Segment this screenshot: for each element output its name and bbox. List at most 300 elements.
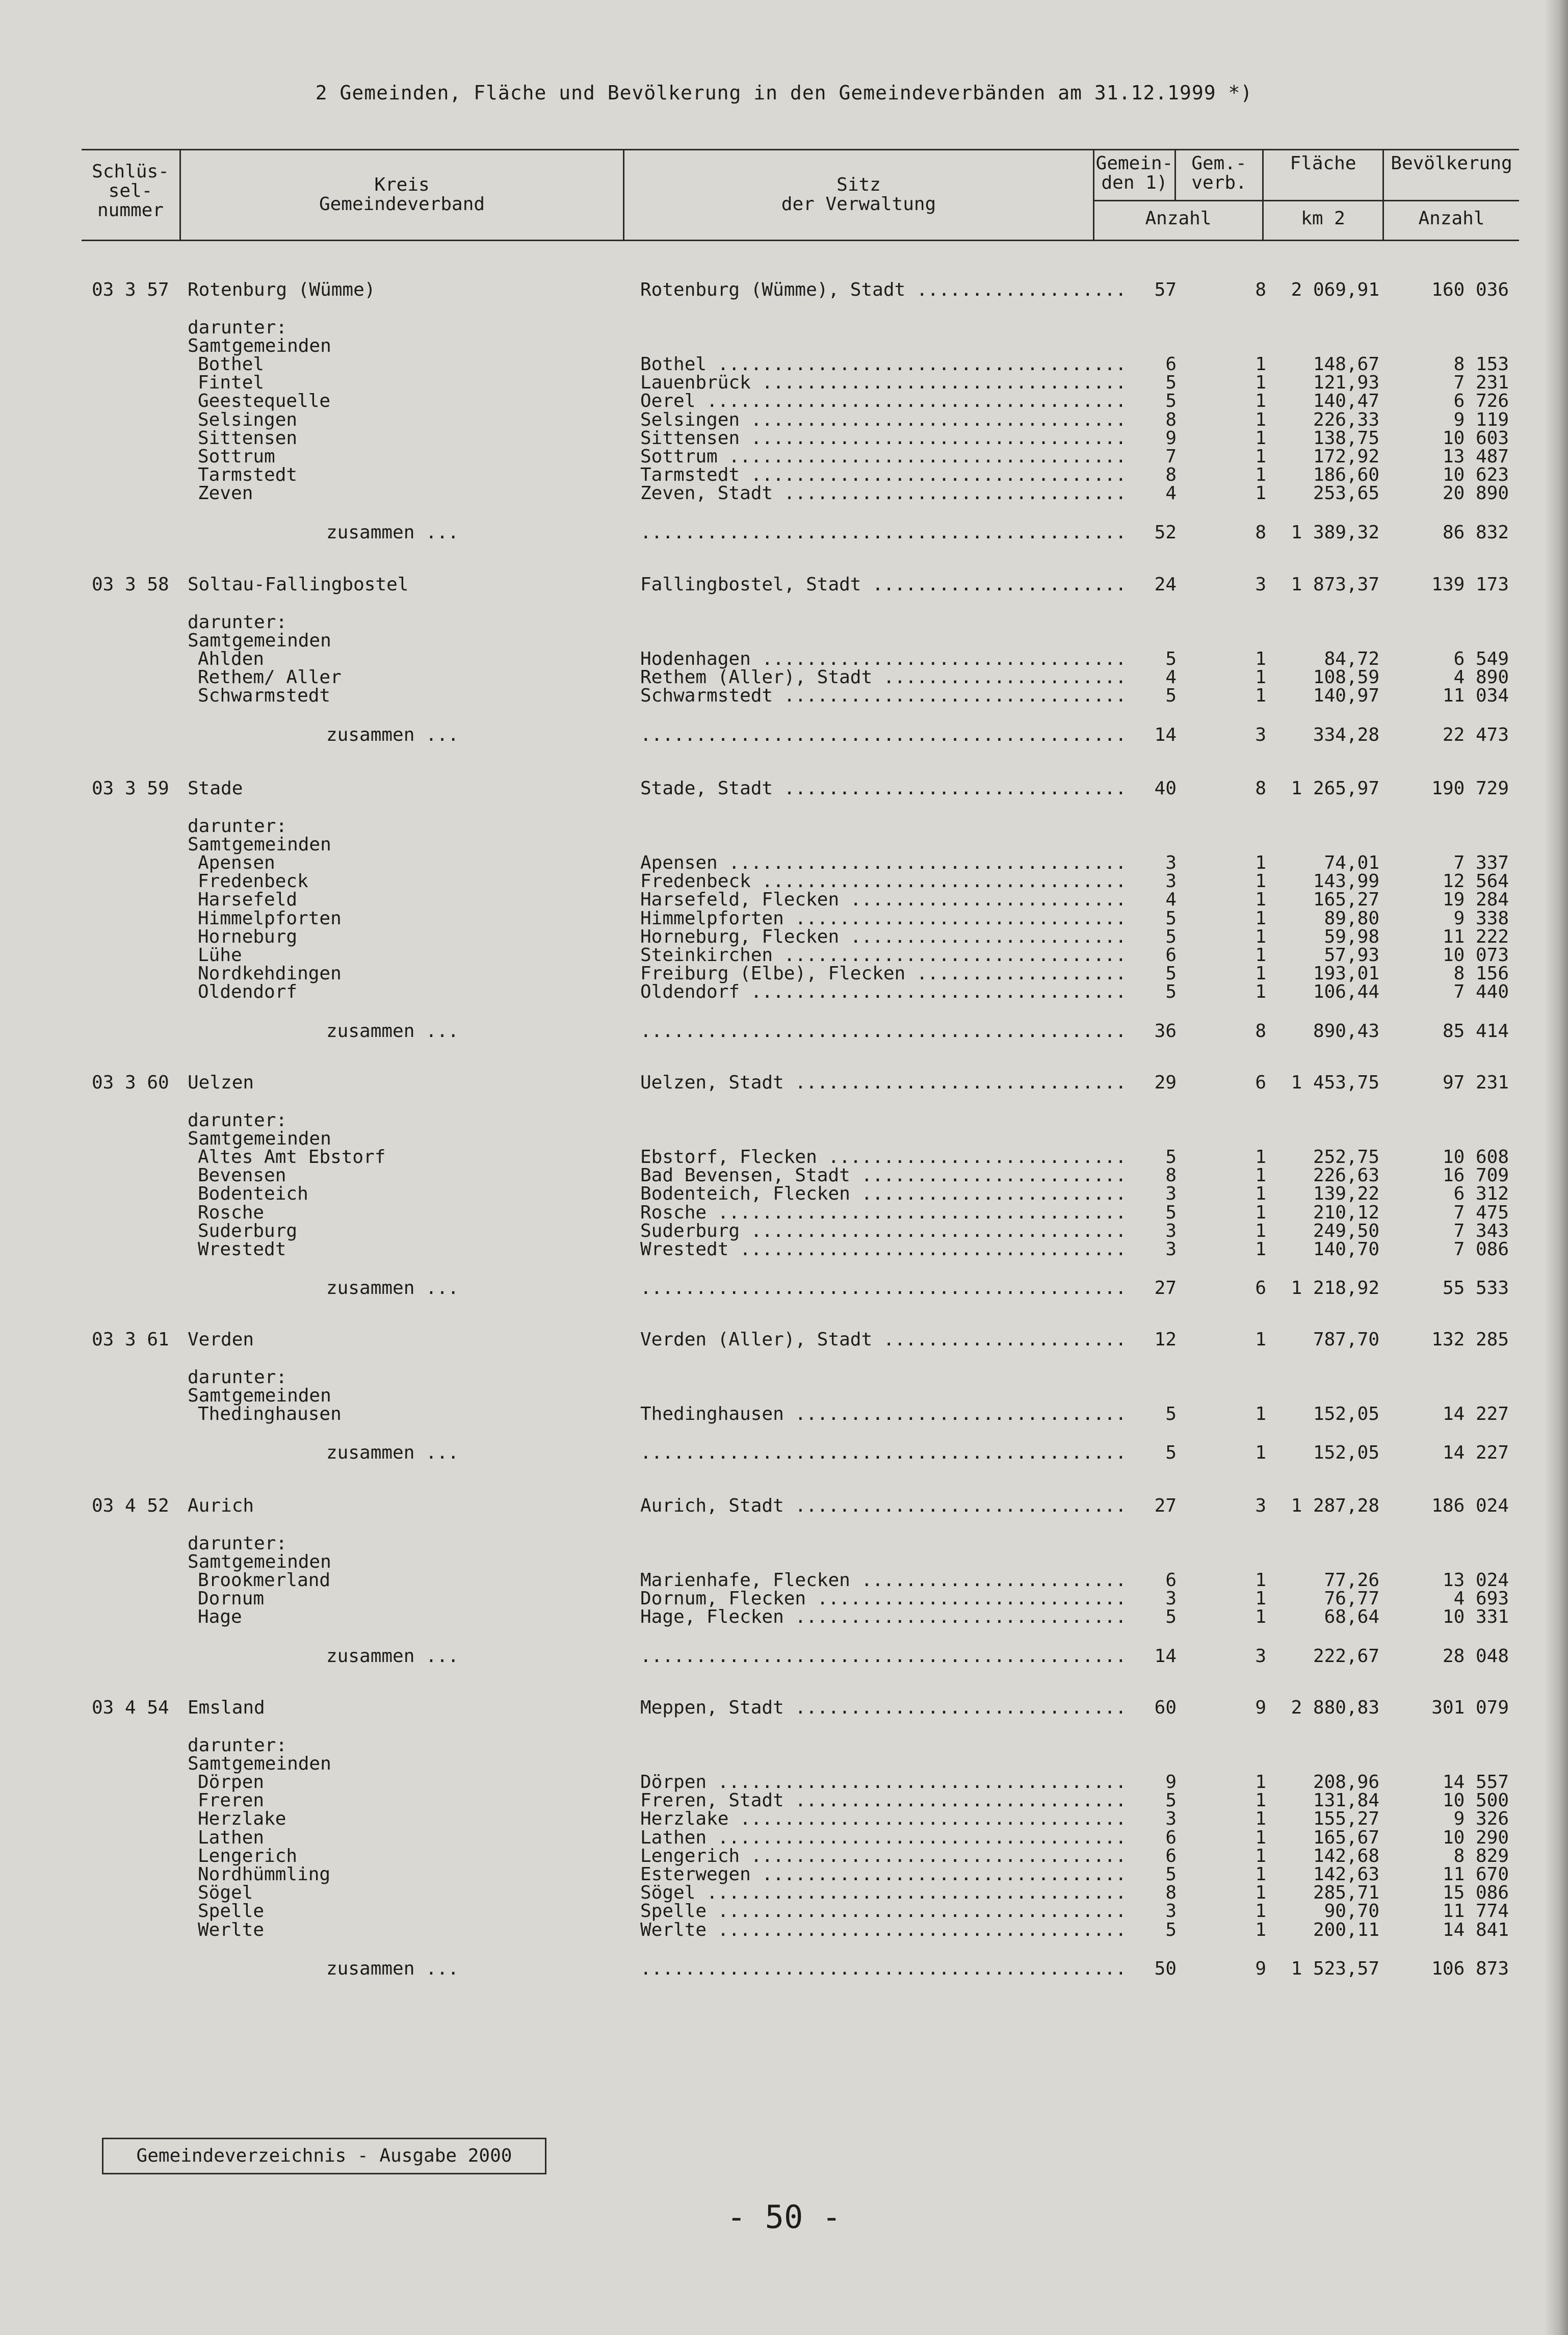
leader-dots: .............................. [783, 1404, 1127, 1424]
footer-label: Gemeindeverzeichnis - Ausgabe 2000 [102, 2138, 546, 2174]
leader-dots: ............................................ [640, 1278, 1127, 1299]
leader-dots: ........................ [850, 1570, 1127, 1591]
sitz-verwaltung [640, 667, 1127, 688]
flaeche-value: 2 880,83 [1291, 1697, 1379, 1718]
leader-dots: ............................ [806, 1588, 1127, 1610]
sitz-verwaltung [640, 1404, 1127, 1424]
sitz-verwaltung [640, 427, 1127, 449]
gemverb-count: 8 [1255, 279, 1266, 300]
flaeche-value: 2 069,91 [1291, 279, 1379, 300]
gemeinden-count: 57 [1154, 279, 1177, 300]
flaeche-value: 90,70 [1324, 1901, 1379, 1922]
sitz-verwaltung [640, 1588, 1127, 1610]
flaeche-value: 139,22 [1313, 1183, 1379, 1205]
gemeinden-count: 29 [1154, 1072, 1177, 1093]
sitz-verwaltung [640, 1220, 1127, 1241]
schluesselnummer: 03 4 54 [92, 1697, 169, 1718]
schluesselnummer: 03 3 58 [92, 574, 169, 595]
samtgemeinde-name: Rosche [198, 1202, 265, 1223]
gemverb-count: 1 [1255, 427, 1266, 449]
leader-dots: ......................... [839, 889, 1127, 911]
header-gemverb: Gem.- verb. [1191, 153, 1247, 193]
bevoelkerung-value: 22 473 [1442, 724, 1509, 745]
sitz-verwaltung [640, 409, 1127, 430]
flaeche-value: 59,98 [1324, 926, 1379, 947]
samtgemeinde-name: Nordhümmling [198, 1864, 331, 1885]
sitz-verwaltung [640, 1772, 1127, 1793]
kreis-name: Emsland [188, 1697, 265, 1718]
leader-dots: ............................... [773, 778, 1127, 799]
gemeinden-count: 3 [1165, 1239, 1177, 1260]
gemeinden-count: 8 [1165, 409, 1177, 430]
bevoelkerung-value: 8 829 [1453, 1845, 1509, 1866]
gemverb-count: 8 [1255, 778, 1266, 799]
flaeche-value: 121,93 [1313, 372, 1379, 394]
total-label: zusammen ... [326, 1645, 459, 1667]
gemverb-count: 1 [1255, 926, 1266, 947]
kreis-name: Rotenburg (Wümme) [188, 279, 376, 300]
gemverb-count: 1 [1255, 907, 1266, 929]
sitz-verwaltung [640, 907, 1127, 929]
sitz-verwaltung [640, 279, 1127, 300]
sitz-name: Bad Bevensen, Stadt [640, 1165, 850, 1186]
bevoelkerung-value: 14 227 [1442, 1404, 1509, 1424]
gemeinden-count: 52 [1154, 522, 1177, 543]
sitz-name: Bodenteich, Flecken [640, 1183, 850, 1205]
gemverb-count: 1 [1255, 1588, 1266, 1610]
bevoelkerung-value: 10 608 [1442, 1147, 1509, 1168]
flaeche-value: 143,99 [1313, 871, 1379, 892]
total-label: zusammen ... [326, 1958, 459, 1979]
gemeinden-count: 6 [1165, 1845, 1177, 1866]
bevoelkerung-value: 13 487 [1442, 446, 1509, 467]
gemeinden-count: 7 [1165, 446, 1177, 467]
flaeche-value: 84,72 [1324, 648, 1379, 669]
gemverb-count: 1 [1255, 1239, 1266, 1260]
leader-dots: ...................................... [695, 1882, 1127, 1904]
leader-dots: .................................. [740, 464, 1127, 486]
flaeche-value: 334,28 [1313, 724, 1379, 745]
gemeinden-count: 27 [1154, 1495, 1177, 1516]
gemeinden-count: 24 [1154, 574, 1177, 595]
sitz-verwaltung [640, 1845, 1127, 1866]
samtgemeinde-name: Lathen [198, 1827, 265, 1848]
gemeinden-count: 4 [1165, 667, 1177, 688]
sitz-name: Oldendorf [640, 981, 740, 1003]
samtgemeinden-text: Samtgemeinden [188, 1385, 331, 1406]
gemverb-count: 1 [1255, 372, 1266, 394]
gemverb-count: 1 [1255, 1442, 1266, 1464]
samtgemeinde-name: Werlte [198, 1919, 265, 1940]
header-gemeinden: Gemein- den 1) [1095, 153, 1173, 193]
samtgemeinden-text: Samtgemeinden [188, 1753, 331, 1774]
sitz-name: Tarmstedt [640, 464, 740, 486]
bevoelkerung-value: 11 034 [1442, 685, 1509, 707]
leader-dots: .............................. [783, 1495, 1127, 1516]
kreis-name: Stade [188, 778, 243, 799]
leader-dots: ................................. [750, 871, 1127, 892]
samtgemeinde-name: Himmelpforten [198, 907, 342, 929]
leader-dots: ............................................ [640, 1958, 1127, 1979]
bevoelkerung-value: 8 156 [1453, 963, 1509, 984]
samtgemeinde-name: Dornum [198, 1588, 265, 1610]
leader-dots: ...................... [872, 1329, 1127, 1350]
gemeinden-count: 5 [1165, 1442, 1177, 1464]
samtgemeinden-text: Samtgemeinden [188, 834, 331, 855]
sitz-verwaltung [640, 446, 1127, 467]
sitz-name: Himmelpforten [640, 907, 784, 929]
sitz-verwaltung [640, 1072, 1127, 1093]
sitz-verwaltung [640, 889, 1127, 911]
header-km2: km 2 [1301, 208, 1345, 229]
sitz-name: Lathen [640, 1827, 707, 1848]
gemverb-count: 6 [1255, 1072, 1266, 1093]
header-bevoelkerung: Bevölkerung [1391, 153, 1512, 174]
gemeinden-count: 50 [1154, 1958, 1177, 1979]
gemeinden-count: 5 [1165, 981, 1177, 1003]
gemverb-count: 1 [1255, 1864, 1266, 1885]
gemeinden-count: 5 [1165, 926, 1177, 947]
gemverb-count: 1 [1255, 1808, 1266, 1830]
bevoelkerung-value: 6 312 [1453, 1183, 1509, 1205]
samtgemeinde-name: Dörpen [198, 1772, 265, 1793]
gemverb-count: 1 [1255, 1882, 1266, 1904]
gemeinden-count: 36 [1154, 1020, 1177, 1042]
leader-dots: ................................. [750, 648, 1127, 669]
gemverb-count: 1 [1255, 1202, 1266, 1223]
leader-dots: .............................. [783, 1697, 1127, 1718]
sitz-verwaltung [640, 1570, 1127, 1591]
flaeche-value: 68,64 [1324, 1606, 1379, 1628]
kreis-name: Soltau-Fallingbostel [188, 574, 409, 595]
bevoelkerung-value: 15 086 [1442, 1882, 1509, 1904]
header-anzahl: Anzahl [1418, 208, 1485, 229]
bevoelkerung-value: 9 326 [1453, 1808, 1509, 1830]
schluesselnummer: 03 3 60 [92, 1072, 169, 1093]
sitz-name: Lengerich [640, 1845, 740, 1866]
sitz-verwaltung [640, 1147, 1127, 1168]
leader-dots: .............................. [783, 1072, 1127, 1093]
flaeche-value: 165,67 [1313, 1827, 1379, 1848]
flaeche-value: 186,60 [1313, 464, 1379, 486]
gemverb-count: 1 [1255, 1790, 1266, 1811]
gemverb-count: 3 [1255, 1495, 1266, 1516]
sitz-name: Steinkirchen [640, 945, 773, 966]
sitz-name: Harsefeld, Flecken [640, 889, 840, 911]
gemeinden-count: 40 [1154, 778, 1177, 799]
leader-dots: .................................. [740, 981, 1127, 1003]
gemeinden-count: 6 [1165, 1570, 1177, 1591]
flaeche-value: 210,12 [1313, 1202, 1379, 1223]
sitz-name: Fredenbeck [640, 871, 751, 892]
samtgemeinde-name: Herzlake [198, 1808, 286, 1830]
bevoelkerung-value: 9 338 [1453, 907, 1509, 929]
page-title: 2 Gemeinden, Fläche und Bevölkerung in den Gemeindeverbänden am 31.12.1999 *) [315, 82, 1253, 104]
gemeinden-count: 6 [1165, 1827, 1177, 1848]
flaeche-value: 222,67 [1313, 1645, 1379, 1667]
samtgemeinde-name: Lühe [198, 945, 242, 966]
sitz-name: Selsingen [640, 409, 740, 430]
gemverb-count: 3 [1255, 574, 1266, 595]
sitz-verwaltung [640, 1827, 1127, 1848]
leader-dots: ................................... [728, 1239, 1127, 1260]
samtgemeinde-name: Sittensen [198, 427, 298, 449]
bevoelkerung-value: 10 623 [1442, 464, 1509, 486]
gemeinden-count: 5 [1165, 1147, 1177, 1168]
gemeinden-count: 8 [1165, 464, 1177, 486]
leader-dots: ......................... [839, 926, 1127, 947]
sitz-verwaltung [640, 1901, 1127, 1922]
flaeche-value: 140,97 [1313, 685, 1379, 707]
flaeche-value: 108,59 [1313, 667, 1379, 688]
darunter-text: darunter: [188, 1735, 288, 1756]
sitz-verwaltung [640, 1882, 1127, 1904]
samtgemeinde-name: Schwarmstedt [198, 685, 331, 707]
gemeinden-count: 5 [1165, 391, 1177, 412]
flaeche-value: 1 873,37 [1291, 574, 1379, 595]
flaeche-value: 89,80 [1324, 907, 1379, 929]
leader-dots: .................................. [740, 409, 1127, 430]
sitz-name: Lauenbrück [640, 372, 751, 394]
leader-dots: ............................... [773, 945, 1127, 966]
sitz-name: Fallingbostel, Stadt [640, 574, 861, 595]
header-flaeche: Fläche [1290, 153, 1356, 174]
flaeche-value: 285,71 [1313, 1882, 1379, 1904]
sitz-name: Hage, Flecken [640, 1606, 784, 1628]
gemverb-count: 1 [1255, 1220, 1266, 1241]
gemverb-count: 6 [1255, 1278, 1266, 1299]
gemverb-count: 1 [1255, 981, 1266, 1003]
gemverb-count: 8 [1255, 522, 1266, 543]
gemverb-count: 1 [1255, 483, 1266, 504]
bevoelkerung-value: 86 832 [1442, 522, 1509, 543]
sitz-name: Freren, Stadt [640, 1790, 784, 1811]
leader-dots: ..................................... [707, 1772, 1127, 1793]
header-kreis: Kreis Gemeindeverband [319, 174, 485, 215]
leader-dots: ............................................ [640, 1442, 1127, 1464]
leader-dots: ........................ [850, 1183, 1127, 1205]
leader-dots: .............................. [783, 1606, 1127, 1628]
flaeche-value: 138,75 [1313, 427, 1379, 449]
schluesselnummer: 03 3 61 [92, 1329, 169, 1350]
leader-dots: ..................................... [707, 1827, 1127, 1848]
gemverb-count: 9 [1255, 1697, 1266, 1718]
leader-dots: ............................................ [640, 1645, 1127, 1667]
gemeinden-count: 14 [1154, 724, 1177, 745]
gemeinden-count: 27 [1154, 1278, 1177, 1299]
gemverb-count: 3 [1255, 724, 1266, 745]
sitz-name: Rosche [640, 1202, 707, 1223]
kreis-name: Aurich [188, 1495, 254, 1516]
leader-dots: ..................................... [707, 1919, 1127, 1940]
flaeche-value: 152,05 [1313, 1404, 1379, 1424]
darunter-text: darunter: [188, 1533, 288, 1554]
bevoelkerung-value: 139 173 [1431, 574, 1509, 595]
samtgemeinde-name: Altes Amt Ebstorf [198, 1147, 386, 1168]
gemverb-count: 3 [1255, 1645, 1266, 1667]
sitz-name: Stade, Stadt [640, 778, 773, 799]
samtgemeinde-name: Rethem/ Aller [198, 667, 342, 688]
sitz-verwaltung [640, 1919, 1127, 1940]
gemeinden-count: 8 [1165, 1165, 1177, 1186]
leader-dots: ............................................ [640, 1020, 1127, 1042]
sitz-verwaltung [640, 574, 1127, 595]
flaeche-value: 226,63 [1313, 1165, 1379, 1186]
sitz-verwaltung [640, 372, 1127, 394]
bevoelkerung-value: 106 873 [1431, 1958, 1509, 1979]
total-label: zusammen ... [326, 522, 459, 543]
kreis-name: Verden [188, 1329, 254, 1350]
flaeche-value: 148,67 [1313, 354, 1379, 375]
leader-dots: ..................................... [707, 1901, 1127, 1922]
bevoelkerung-value: 11 222 [1442, 926, 1509, 947]
kreis-name: Uelzen [188, 1072, 254, 1093]
samtgemeinde-name: Wrestedt [198, 1239, 286, 1260]
samtgemeinde-name: Freren [198, 1790, 265, 1811]
gemeinden-count: 14 [1154, 1645, 1177, 1667]
flaeche-value: 1 453,75 [1291, 1072, 1379, 1093]
gemeinden-count: 3 [1165, 1220, 1177, 1241]
gemverb-count: 1 [1255, 1919, 1266, 1940]
gemeinden-count: 5 [1165, 1790, 1177, 1811]
sitz-name: Uelzen, Stadt [640, 1072, 784, 1093]
gemeinden-count: 4 [1165, 889, 1177, 911]
flaeche-value: 140,70 [1313, 1239, 1379, 1260]
flaeche-value: 165,27 [1313, 889, 1379, 911]
gemeinden-count: 5 [1165, 1404, 1177, 1424]
gemeinden-count: 3 [1165, 1588, 1177, 1610]
sitz-verwaltung [640, 1790, 1127, 1811]
bevoelkerung-value: 14 841 [1442, 1919, 1509, 1940]
samtgemeinde-name: Sottrum [198, 446, 275, 467]
total-label: zusammen ... [326, 724, 459, 745]
sitz-name: Oerel [640, 391, 696, 412]
leader-dots: .................................... [717, 852, 1127, 873]
bevoelkerung-value: 14 227 [1442, 1442, 1509, 1464]
gemverb-count: 1 [1255, 1147, 1266, 1168]
leader-dots: ................................. [750, 1864, 1127, 1885]
gemverb-count: 1 [1255, 667, 1266, 688]
header-sitz: Sitz der Verwaltung [781, 174, 936, 215]
samtgemeinde-name: Sögel [198, 1882, 253, 1904]
sitz-verwaltung [640, 778, 1127, 799]
leader-dots: ............................................ [640, 724, 1127, 745]
gemeinden-count: 3 [1165, 1901, 1177, 1922]
bevoelkerung-value: 4 693 [1453, 1588, 1509, 1610]
gemverb-count: 1 [1255, 354, 1266, 375]
flaeche-value: 890,43 [1313, 1020, 1379, 1042]
darunter-text: darunter: [188, 816, 288, 837]
bevoelkerung-value: 7 475 [1453, 1202, 1509, 1223]
leader-dots: ................... [905, 279, 1127, 300]
samtgemeinden-text: Samtgemeinden [188, 335, 331, 356]
bevoelkerung-value: 13 024 [1442, 1570, 1509, 1591]
gemverb-count: 1 [1255, 464, 1266, 486]
sitz-name: Horneburg, Flecken [640, 926, 840, 947]
leader-dots: ....................... [861, 574, 1127, 595]
gemeinden-count: 3 [1165, 1808, 1177, 1830]
gemverb-count: 1 [1255, 446, 1266, 467]
sitz-verwaltung [640, 1165, 1127, 1186]
gemeinden-count: 4 [1165, 483, 1177, 504]
darunter-text: darunter: [188, 612, 288, 633]
sitz-verwaltung [640, 1606, 1127, 1628]
gemeinden-count: 5 [1165, 1864, 1177, 1885]
flaeche-value: 106,44 [1313, 981, 1379, 1003]
sitz-name: Aurich, Stadt [640, 1495, 784, 1516]
gemverb-count: 1 [1255, 852, 1266, 873]
samtgemeinden-text: Samtgemeinden [188, 1128, 331, 1149]
leader-dots: ........................... [817, 1147, 1127, 1168]
gemeinden-count: 3 [1165, 1183, 1177, 1205]
samtgemeinde-name: Harsefeld [198, 889, 298, 911]
leader-dots: ...................................... [695, 391, 1127, 412]
gemeinden-count: 6 [1165, 354, 1177, 375]
bevoelkerung-value: 55 533 [1442, 1278, 1509, 1299]
flaeche-value: 155,27 [1313, 1808, 1379, 1830]
sitz-verwaltung [640, 483, 1127, 504]
bevoelkerung-value: 7 086 [1453, 1239, 1509, 1260]
sitz-name: Hodenhagen [640, 648, 751, 669]
bevoelkerung-value: 132 285 [1431, 1329, 1509, 1350]
gemeinden-count: 60 [1154, 1697, 1177, 1718]
sitz-verwaltung [640, 981, 1127, 1003]
gemeinden-count: 5 [1165, 907, 1177, 929]
sitz-name: Rethem (Aller), Stadt [640, 667, 873, 688]
gemverb-count: 1 [1255, 1827, 1266, 1848]
samtgemeinde-name: Thedinghausen [198, 1404, 342, 1424]
flaeche-value: 140,47 [1313, 391, 1379, 412]
samtgemeinden-text: Samtgemeinden [188, 1551, 331, 1572]
header-anzahl: Anzahl [1145, 208, 1212, 229]
flaeche-value: 77,26 [1324, 1570, 1379, 1591]
sitz-verwaltung [640, 945, 1127, 966]
flaeche-value: 1 265,97 [1291, 778, 1379, 799]
samtgemeinde-name: Fredenbeck [198, 871, 308, 892]
sitz-name: Thedinghausen [640, 1404, 784, 1424]
bevoelkerung-value: 11 774 [1442, 1901, 1509, 1922]
sitz-verwaltung [640, 1495, 1127, 1516]
gemverb-count: 1 [1255, 1329, 1266, 1350]
gemeinden-count: 5 [1165, 1919, 1177, 1940]
gemeinden-count: 12 [1154, 1329, 1177, 1350]
samtgemeinde-name: Bodenteich [198, 1183, 308, 1205]
gemverb-count: 1 [1255, 963, 1266, 984]
schluesselnummer: 03 4 52 [92, 1495, 169, 1516]
leader-dots: ................... [905, 963, 1127, 984]
samtgemeinde-name: Bothel [198, 354, 265, 375]
samtgemeinde-name: Hage [198, 1606, 242, 1628]
sitz-verwaltung [640, 963, 1127, 984]
leader-dots: .............................. [783, 907, 1127, 929]
sitz-verwaltung [640, 1202, 1127, 1223]
flaeche-value: 208,96 [1313, 1772, 1379, 1793]
sitz-name: Meppen, Stadt [640, 1697, 784, 1718]
leader-dots: .................................... [717, 446, 1127, 467]
gemeinden-count: 5 [1165, 1606, 1177, 1628]
gemeinden-count: 6 [1165, 945, 1177, 966]
sitz-name: Spelle [640, 1901, 707, 1922]
bevoelkerung-value: 7 440 [1453, 981, 1509, 1003]
gemverb-count: 1 [1255, 1772, 1266, 1793]
leader-dots: .................................. [740, 1220, 1127, 1241]
flaeche-value: 200,11 [1313, 1919, 1379, 1940]
header-key: Schlüs- sel- nummer [92, 161, 169, 221]
sitz-name: Dornum, Flecken [640, 1588, 806, 1610]
samtgemeinde-name: Brookmerland [198, 1570, 331, 1591]
gemverb-count: 1 [1255, 648, 1266, 669]
bevoelkerung-value: 14 557 [1442, 1772, 1509, 1793]
